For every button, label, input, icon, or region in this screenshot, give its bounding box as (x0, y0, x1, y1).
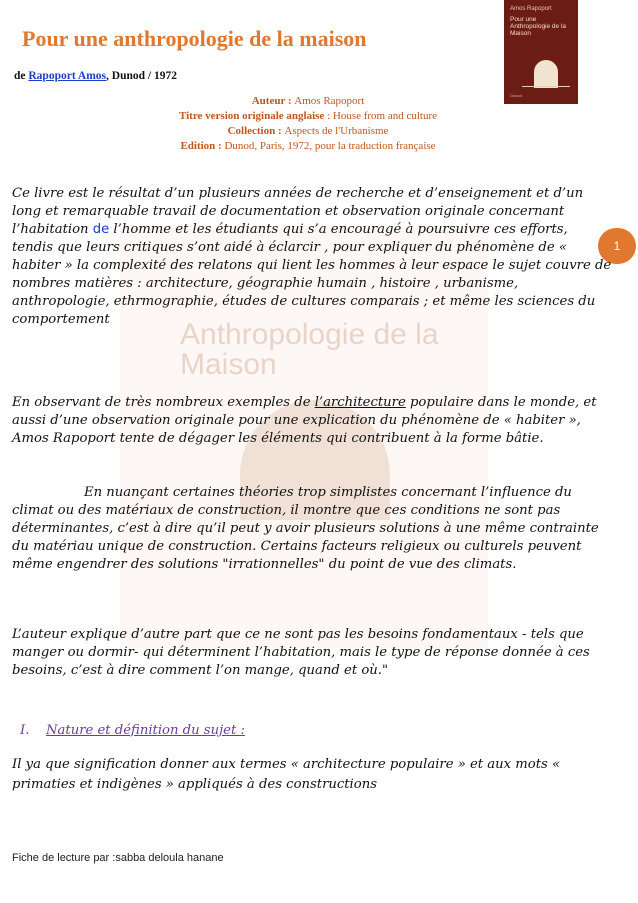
cover-publisher: Dunod (510, 93, 522, 98)
byline-prefix: de (14, 70, 29, 82)
byline-rest: , Dunod / 1972 (106, 70, 177, 82)
book-cover-thumbnail (504, 0, 578, 104)
cover-rays-decoration (522, 86, 570, 95)
paragraph-5: Il ya que signification donner aux termes « architecture populaire » et aux mots « primaties et indigènes » appliqués à des constructions (12, 757, 561, 792)
cover-author: Amos Rapoport (510, 6, 552, 12)
paragraph-4: L’auteur explique d’autre part que ce ne sont pas les besoins fondamentaux - tels que manger ou dormir- qui déterminent l’habitation, mais le type de réponse donnée à ces besoins, c’est à dire comment l’on mange, quand et où." (12, 627, 590, 678)
cover-title: Pour une Anthropologie de la Maison (510, 16, 567, 37)
paragraph-3: En nuançant certaines théories trop simplistes concernant l’influence du climat ou des matériaux de construction, il montre que ces conditions ne sont pas déterminantes, c’est à dire qu’il peut y avoir plusieurs solutions à une même contrainte du matériau unique de construction. Certains facteurs religieux ou culturels peuvent même engendrer des solutions "irrationnelles" du point de vue des climats. (12, 485, 599, 572)
author-link[interactable]: Rapoport Amos (28, 70, 107, 82)
document-title: Pour une anthropologie de la maison (22, 26, 367, 51)
cover-dome-icon (534, 60, 558, 88)
section-number: I. (20, 723, 30, 738)
meta-collection: Collection : Aspects de l'Urbanisme (227, 125, 389, 137)
meta-edition: Edition : Dunod, Paris, 1972, pour la traduction française (180, 140, 436, 152)
page-number-badge: 1 (598, 228, 636, 264)
section-heading (20, 722, 245, 740)
paragraph-2: En observant de très nombreux exemples de l’architecture populaire dans le monde, et aussi d’une observation originale pour une explication du phénomène de « habiter », Amos Rapoport tente de dégager les éléments qui contribuent à la forme bâtie. (12, 395, 597, 446)
section-title: Nature et définition du sujet : (46, 723, 245, 738)
book-metadata (138, 94, 478, 154)
byline (14, 70, 177, 82)
meta-author: Auteur : Amos Rapoport (251, 95, 365, 107)
watermark-text: Anthropologie de la Maison (180, 318, 439, 381)
meta-original-title: Titre version originale anglaise : House from and culture (178, 110, 438, 122)
paragraph-1: Ce livre est le résultat d’un plusieurs années de recherche et d’enseignement et d’un long et remarquable travail de documentation et observation originale concernant l’habitation de l’homme et les étudiants qui s’a encouragé à poursuivre ces efforts, tendis que leurs critiques s’ont aidé à éclarcir , pour expliquer du phénomène de « habiter » la complexité des relatons qui lient les hommes à leur espace le sujet couvre de nombres matières : architecture, géographie humain , histoire , urbanisme, anthropologie, ethrmographie, études de cultures comparais ; et même les sciences du comportement (12, 186, 612, 327)
page-footer: Fiche de lecture par :sabba deloula hanane (12, 852, 224, 864)
